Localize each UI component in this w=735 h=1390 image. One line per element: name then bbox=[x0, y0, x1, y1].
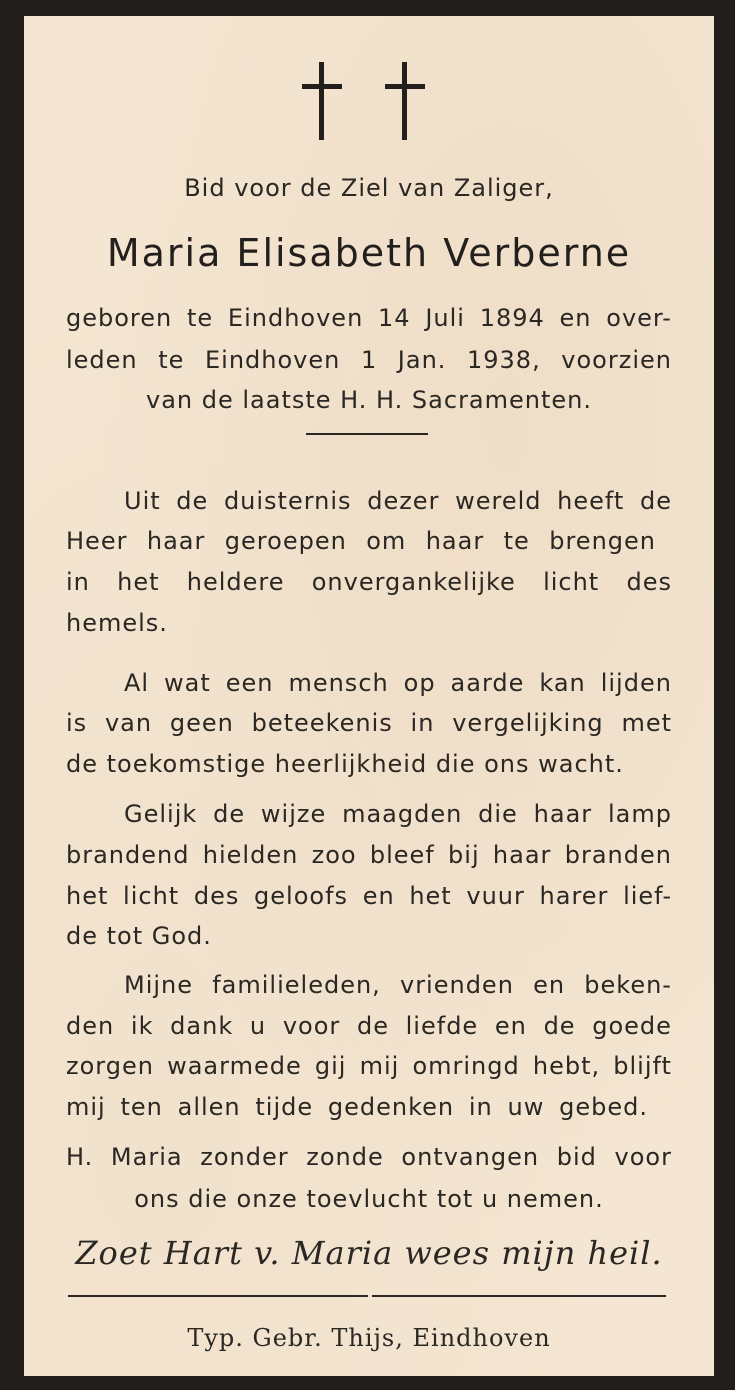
card-paper bbox=[24, 16, 714, 1376]
text-line: ons die onze toevlucht tot u nemen. bbox=[134, 1185, 604, 1213]
crosses bbox=[24, 62, 714, 142]
footer-divider-left bbox=[68, 1295, 368, 1297]
text-line: is van geen beteekenis in vergelijking met bbox=[66, 709, 672, 737]
printer-credit: Typ. Gebr. Thijs, Eindhoven bbox=[187, 1324, 551, 1352]
text-line: zorgen waarmede gij mij omringd hebt, blijft bbox=[66, 1052, 672, 1080]
intro-line: leden te Eindhoven 1 Jan. 1938, voorzien bbox=[66, 346, 672, 374]
prayer-line: Bid voor de Ziel van Zaliger, bbox=[184, 174, 554, 202]
divider bbox=[306, 433, 428, 435]
text-line: Heer haar geroepen om haar te brengen bbox=[66, 527, 656, 555]
text-line: hemels. bbox=[66, 609, 168, 637]
text-line: Gelijk de wijze maagden die haar lamp bbox=[124, 800, 672, 828]
motto: Zoet Hart v. Maria wees mijn heil. bbox=[75, 1234, 663, 1272]
footer-divider-right bbox=[372, 1295, 666, 1297]
intro-line: geboren te Eindhoven 14 Juli 1894 en over- bbox=[66, 304, 672, 332]
intro-line: van de laatste H. H. Sacramenten. bbox=[145, 386, 593, 414]
text-line: Uit de duisternis dezer wereld heeft de bbox=[124, 487, 672, 515]
text-line: Mijne familieleden, vrienden en beken- bbox=[124, 971, 672, 999]
text-line: de tot God. bbox=[66, 922, 212, 950]
text-line: Al wat een mensch op aarde kan lijden bbox=[124, 669, 672, 697]
deceased-name: Maria Elisabeth Verberne bbox=[106, 231, 632, 275]
text-line: in het heldere onvergankelijke licht des bbox=[66, 568, 672, 596]
text-line: brandend hielden zoo bleef bij haar branden bbox=[66, 841, 672, 869]
text-line: de toekomstige heerlijkheid die ons wacht. bbox=[66, 750, 624, 778]
text-line: den ik dank u voor de liefde en de goede bbox=[66, 1012, 672, 1040]
text-line: mij ten allen tijde gedenken in uw gebed. bbox=[66, 1093, 648, 1121]
text-line: H. Maria zonder zonde ontvangen bid voor bbox=[66, 1143, 672, 1171]
text-line: het licht des geloofs en het vuur harer lief- bbox=[66, 882, 672, 910]
